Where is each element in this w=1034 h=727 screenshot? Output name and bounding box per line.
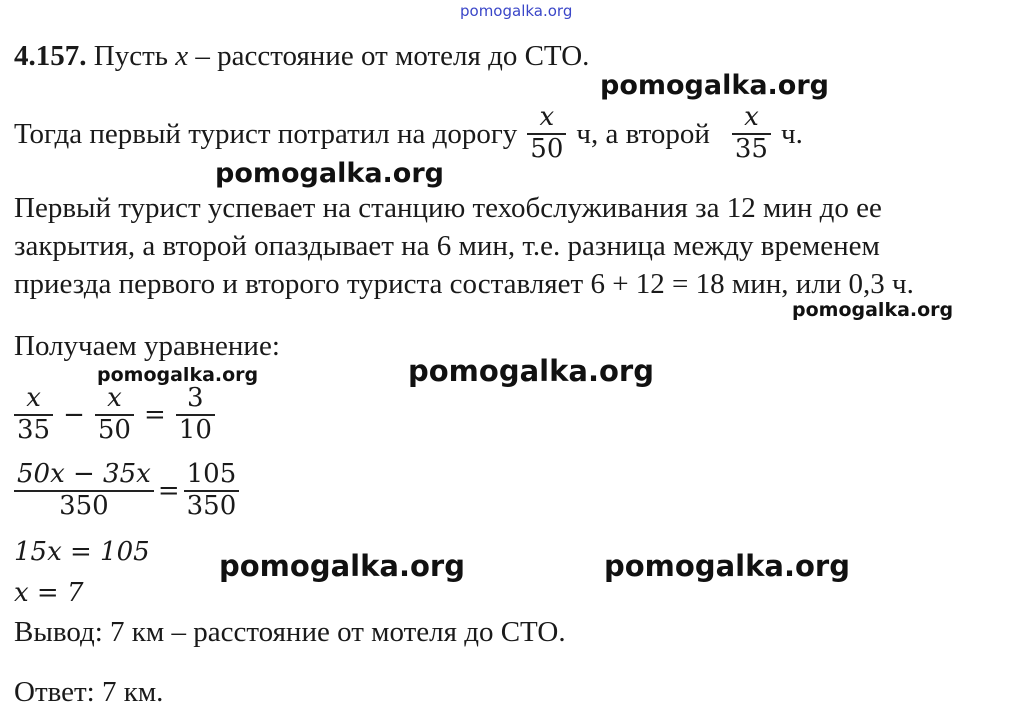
fraction-x-50	[95, 384, 134, 446]
watermark: pomogalka.org	[215, 158, 444, 189]
equals-sign: =	[157, 475, 180, 506]
fraction-denominator: 350	[186, 490, 237, 521]
conclusion: Вывод: 7 км – расстояние от мотеля до СТО.	[14, 616, 566, 648]
fraction-x-35	[732, 103, 771, 165]
minus-sign: −	[63, 399, 85, 430]
fraction-numerator: 50x − 35x	[17, 459, 151, 489]
watermark: pomogalka.org	[604, 549, 850, 583]
fraction-denominator: 350	[59, 490, 109, 521]
problem-intro-rest: – расстояние от мотеля до СТО.	[195, 40, 590, 72]
time-text-b: ч, а второй	[576, 117, 710, 150]
equation-label: Получаем уравнение:	[14, 330, 280, 362]
watermark: pomogalka.org	[600, 70, 829, 101]
equation-4: x = 7	[14, 578, 84, 608]
fraction-combined	[14, 460, 154, 522]
watermark: pomogalka.org	[792, 299, 954, 321]
fraction-numerator: x	[744, 102, 759, 133]
fraction-3-10	[176, 384, 215, 446]
fraction-denominator: 10	[178, 414, 212, 445]
problem-intro: Пусть	[93, 40, 168, 72]
watermark: pomogalka.org	[219, 549, 465, 583]
equation-2	[14, 460, 239, 522]
paragraph-line-2: закрытия, а второй опаздывает на 6 мин, т.е. разница между временем	[14, 230, 880, 262]
fraction-x-50	[527, 103, 566, 165]
fraction-numerator: x	[107, 383, 122, 413]
watermark-top: pomogalka.org	[460, 2, 573, 20]
time-text-c: ч.	[780, 117, 803, 150]
fraction-numerator: x	[539, 102, 555, 133]
variable-x: x	[175, 40, 189, 72]
fraction-denominator: 50	[97, 414, 131, 445]
fraction-numerator: x	[26, 383, 41, 413]
time-text-a: Тогда первый турист потратил на дорогу	[14, 117, 518, 150]
paragraph-line-1: Первый турист успевает на станцию техобслуживания за 12 мин до ее	[14, 192, 882, 224]
fraction-denominator: 35	[17, 414, 51, 445]
fraction-numerator: 3	[187, 383, 204, 413]
answer: Ответ: 7 км.	[14, 676, 164, 708]
paragraph-line-3: приезда первого и второго туриста составляет 6 + 12 = 18 мин, или 0,3 ч.	[14, 268, 914, 300]
fraction-denominator: 50	[530, 134, 564, 164]
watermark: pomogalka.org	[97, 364, 259, 386]
watermark: pomogalka.org	[408, 354, 654, 388]
fraction-numerator: 105	[186, 459, 237, 489]
equals-sign: =	[143, 399, 166, 430]
problem-number: 4.157.	[14, 40, 87, 72]
equation-3: 15x = 105	[14, 537, 150, 567]
fraction-105-350	[184, 460, 240, 522]
equation-1	[14, 384, 215, 446]
fraction-x-35	[14, 384, 53, 446]
fraction-denominator: 35	[734, 134, 768, 164]
problem-statement	[14, 40, 589, 73]
